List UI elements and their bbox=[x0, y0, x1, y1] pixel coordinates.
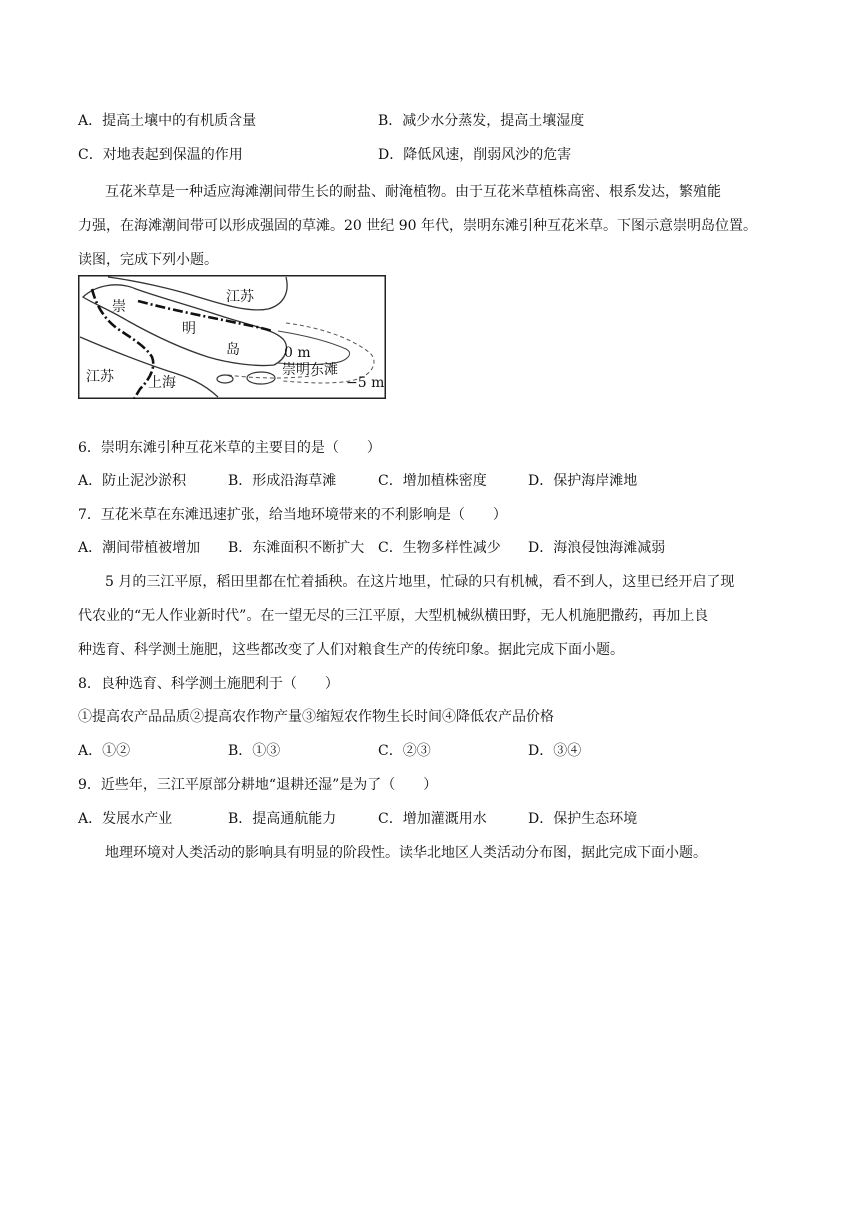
label-zero-m: 0 m bbox=[284, 345, 311, 361]
label-chong: 崇 bbox=[112, 299, 126, 315]
q7-option-b: B．东滩面积不断扩大 bbox=[228, 540, 365, 556]
passage-line: 代农业的“无人作业新时代”。在一望无尽的三江平原，大型机械纵横田野，无人机施肥撒药，再加上良 bbox=[78, 608, 709, 624]
passage-spartina bbox=[78, 175, 790, 277]
label-shanghai: 上海 bbox=[148, 375, 176, 391]
label-jiangsu-left: 江苏 bbox=[86, 369, 114, 385]
q5-option-d: D．降低风速，削弱风沙的危害 bbox=[378, 147, 572, 163]
label-minus5: −5 m bbox=[346, 375, 385, 391]
q9-option-c: C．增加灌溉用水 bbox=[378, 811, 487, 827]
q5-option-b: B．减少水分蒸发，提高土壤湿度 bbox=[378, 113, 585, 129]
q8-stem: 8．良种选育、科学测土施肥利于（ ） bbox=[78, 676, 339, 692]
passage-sanjiang bbox=[78, 565, 790, 667]
q8-choices: ①提高农产品品质②提高农作物产量③缩短农作物生长时间④降低农产品价格 bbox=[78, 709, 554, 725]
passage-line: 种选育、科学测土施肥，这些都改变了人们对粮食生产的传统印象。据此完成下面小题。 bbox=[78, 642, 624, 658]
label-ming: 明 bbox=[182, 321, 196, 337]
q6-option-d: D．保护海岸滩地 bbox=[528, 473, 638, 489]
q6-stem: 6．崇明东滩引种互花米草的主要目的是（ ） bbox=[78, 440, 381, 456]
q7-option-d: D．海浪侵蚀海滩减弱 bbox=[528, 540, 666, 556]
q5-option-a: A．提高土壤中的有机质含量 bbox=[78, 113, 257, 129]
q6-option-c: C．增加植株密度 bbox=[378, 473, 487, 489]
q7-option-c: C．生物多样性减少 bbox=[378, 540, 501, 556]
q8-option-b: B．①③ bbox=[228, 743, 281, 759]
q5-option-c: C．对地表起到保温的作用 bbox=[78, 147, 243, 163]
q9-option-a: A．发展水产业 bbox=[78, 811, 173, 827]
q7-option-a: A．潮间带植被增加 bbox=[78, 540, 201, 556]
passage-north-china bbox=[78, 836, 790, 870]
q9-option-d: D．保护生态环境 bbox=[528, 811, 638, 827]
passage-line: 力强，在海滩潮间带可以形成强固的草滩。20 世纪 90 年代，崇明东滩引种互花米草。下图示意崇明岛位置。 bbox=[78, 218, 757, 234]
label-dongtan: 崇明东滩 bbox=[282, 362, 338, 378]
q6-option-a: A．防止泥沙淤积 bbox=[78, 473, 187, 489]
chongming-island-map bbox=[78, 275, 386, 399]
label-dao: 岛 bbox=[226, 342, 240, 358]
label-jiangsu-top: 江苏 bbox=[226, 289, 254, 305]
q6-option-b: B．形成沿海草滩 bbox=[228, 473, 337, 489]
q9-option-b: B．提高通航能力 bbox=[228, 811, 337, 827]
q9-stem: 9．近些年，三江平原部分耕地“退耕还湿”是为了（ ） bbox=[78, 777, 438, 793]
passage-line: 读图，完成下列小题。 bbox=[78, 252, 218, 268]
q8-option-c: C．②③ bbox=[378, 743, 431, 759]
q8-option-a: A．①② bbox=[78, 743, 131, 759]
passage-line: 互花米草是一种适应海滩潮间带生长的耐盐、耐淹植物。由于互花米草植株高密、根系发达，繁殖能 bbox=[105, 184, 721, 200]
passage-line: 地理环境对人类活动的影响具有明显的阶段性。读华北地区人类活动分布图，据此完成下面小题。 bbox=[105, 845, 707, 861]
q8-option-d: D．③④ bbox=[528, 743, 582, 759]
passage-line: 5 月的三江平原，稻田里都在忙着插秧。在这片地里，忙碌的只有机械，看不到人，这里已经开启了现 bbox=[105, 574, 735, 590]
q7-stem: 7．互花米草在东滩迅速扩张，给当地环境带来的不利影响是（ ） bbox=[78, 507, 507, 523]
